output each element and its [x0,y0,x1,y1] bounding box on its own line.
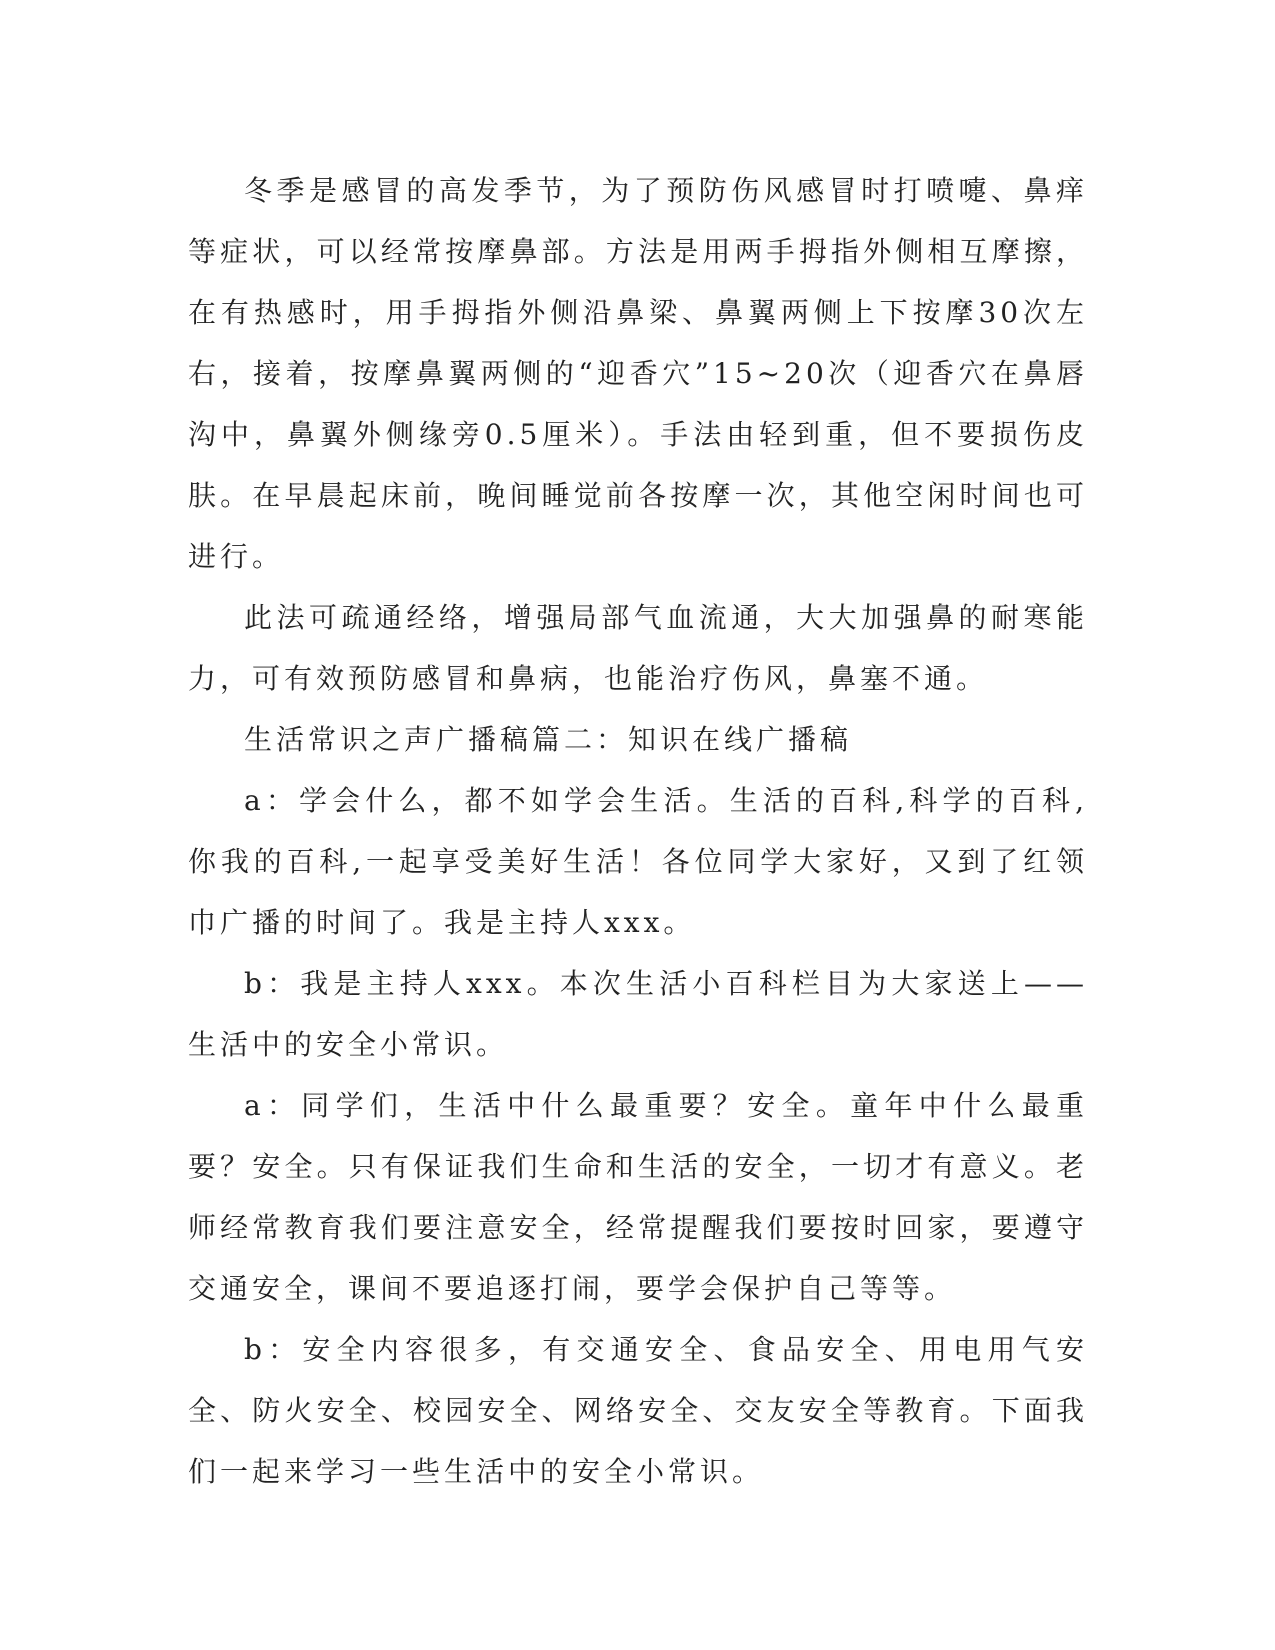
paragraph-benefits: 此法可疏通经络，增强局部气血流通，大大加强鼻的耐寒能力，可有效预防感冒和鼻病，也能治疗伤风，鼻塞不通。 [188,601,1088,695]
paragraph-host-b-intro: b：我是主持人xxx。本次生活小百科栏目为大家送上——生活中的安全小常识。 [188,967,1088,1061]
paragraph-host-b-safety: b：安全内容很多，有交通安全、食品安全、用电用气安全、防火安全、校园安全、网络安全、交友安全等教育。下面我们一起来学习一些生活中的安全小常识。 [188,1333,1088,1488]
section-heading: 生活常识之声广播稿篇二：知识在线广播稿 [244,723,853,756]
paragraph-host-a-intro: a：学会什么，都不如学会生活。生活的百科,科学的百科,你我的百科,一起享受美好生活！各位同学大家好，又到了红领巾广播的时间了。我是主持人xxx。 [188,784,1088,939]
paragraph-host-a-safety: a：同学们，生活中什么最重要？安全。童年中什么最重要？安全。只有保证我们生命和生活的安全，一切才有意义。老师经常教育我们要注意安全，经常提醒我们要按时回家，要遵守交通安全，课间不要追逐打闹，要学会保护自己等等。 [188,1089,1088,1305]
document-body [188,160,1088,1502]
paragraph-nose-massage: 冬季是感冒的高发季节，为了预防伤风感冒时打喷嚏、鼻痒等症状，可以经常按摩鼻部。方法是用两手拇指外侧相互摩擦，在有热感时，用手拇指外侧沿鼻梁、鼻翼两侧上下按摩30次左右，接着，按摩鼻翼两侧的“迎香穴”15~20次（迎香穴在鼻唇沟中，鼻翼外侧缘旁0.5厘米）。手法由轻到重，但不要损伤皮肤。在早晨起床前，晚间睡觉前各按摩一次，其他空闲时间也可进行。 [188,174,1088,573]
